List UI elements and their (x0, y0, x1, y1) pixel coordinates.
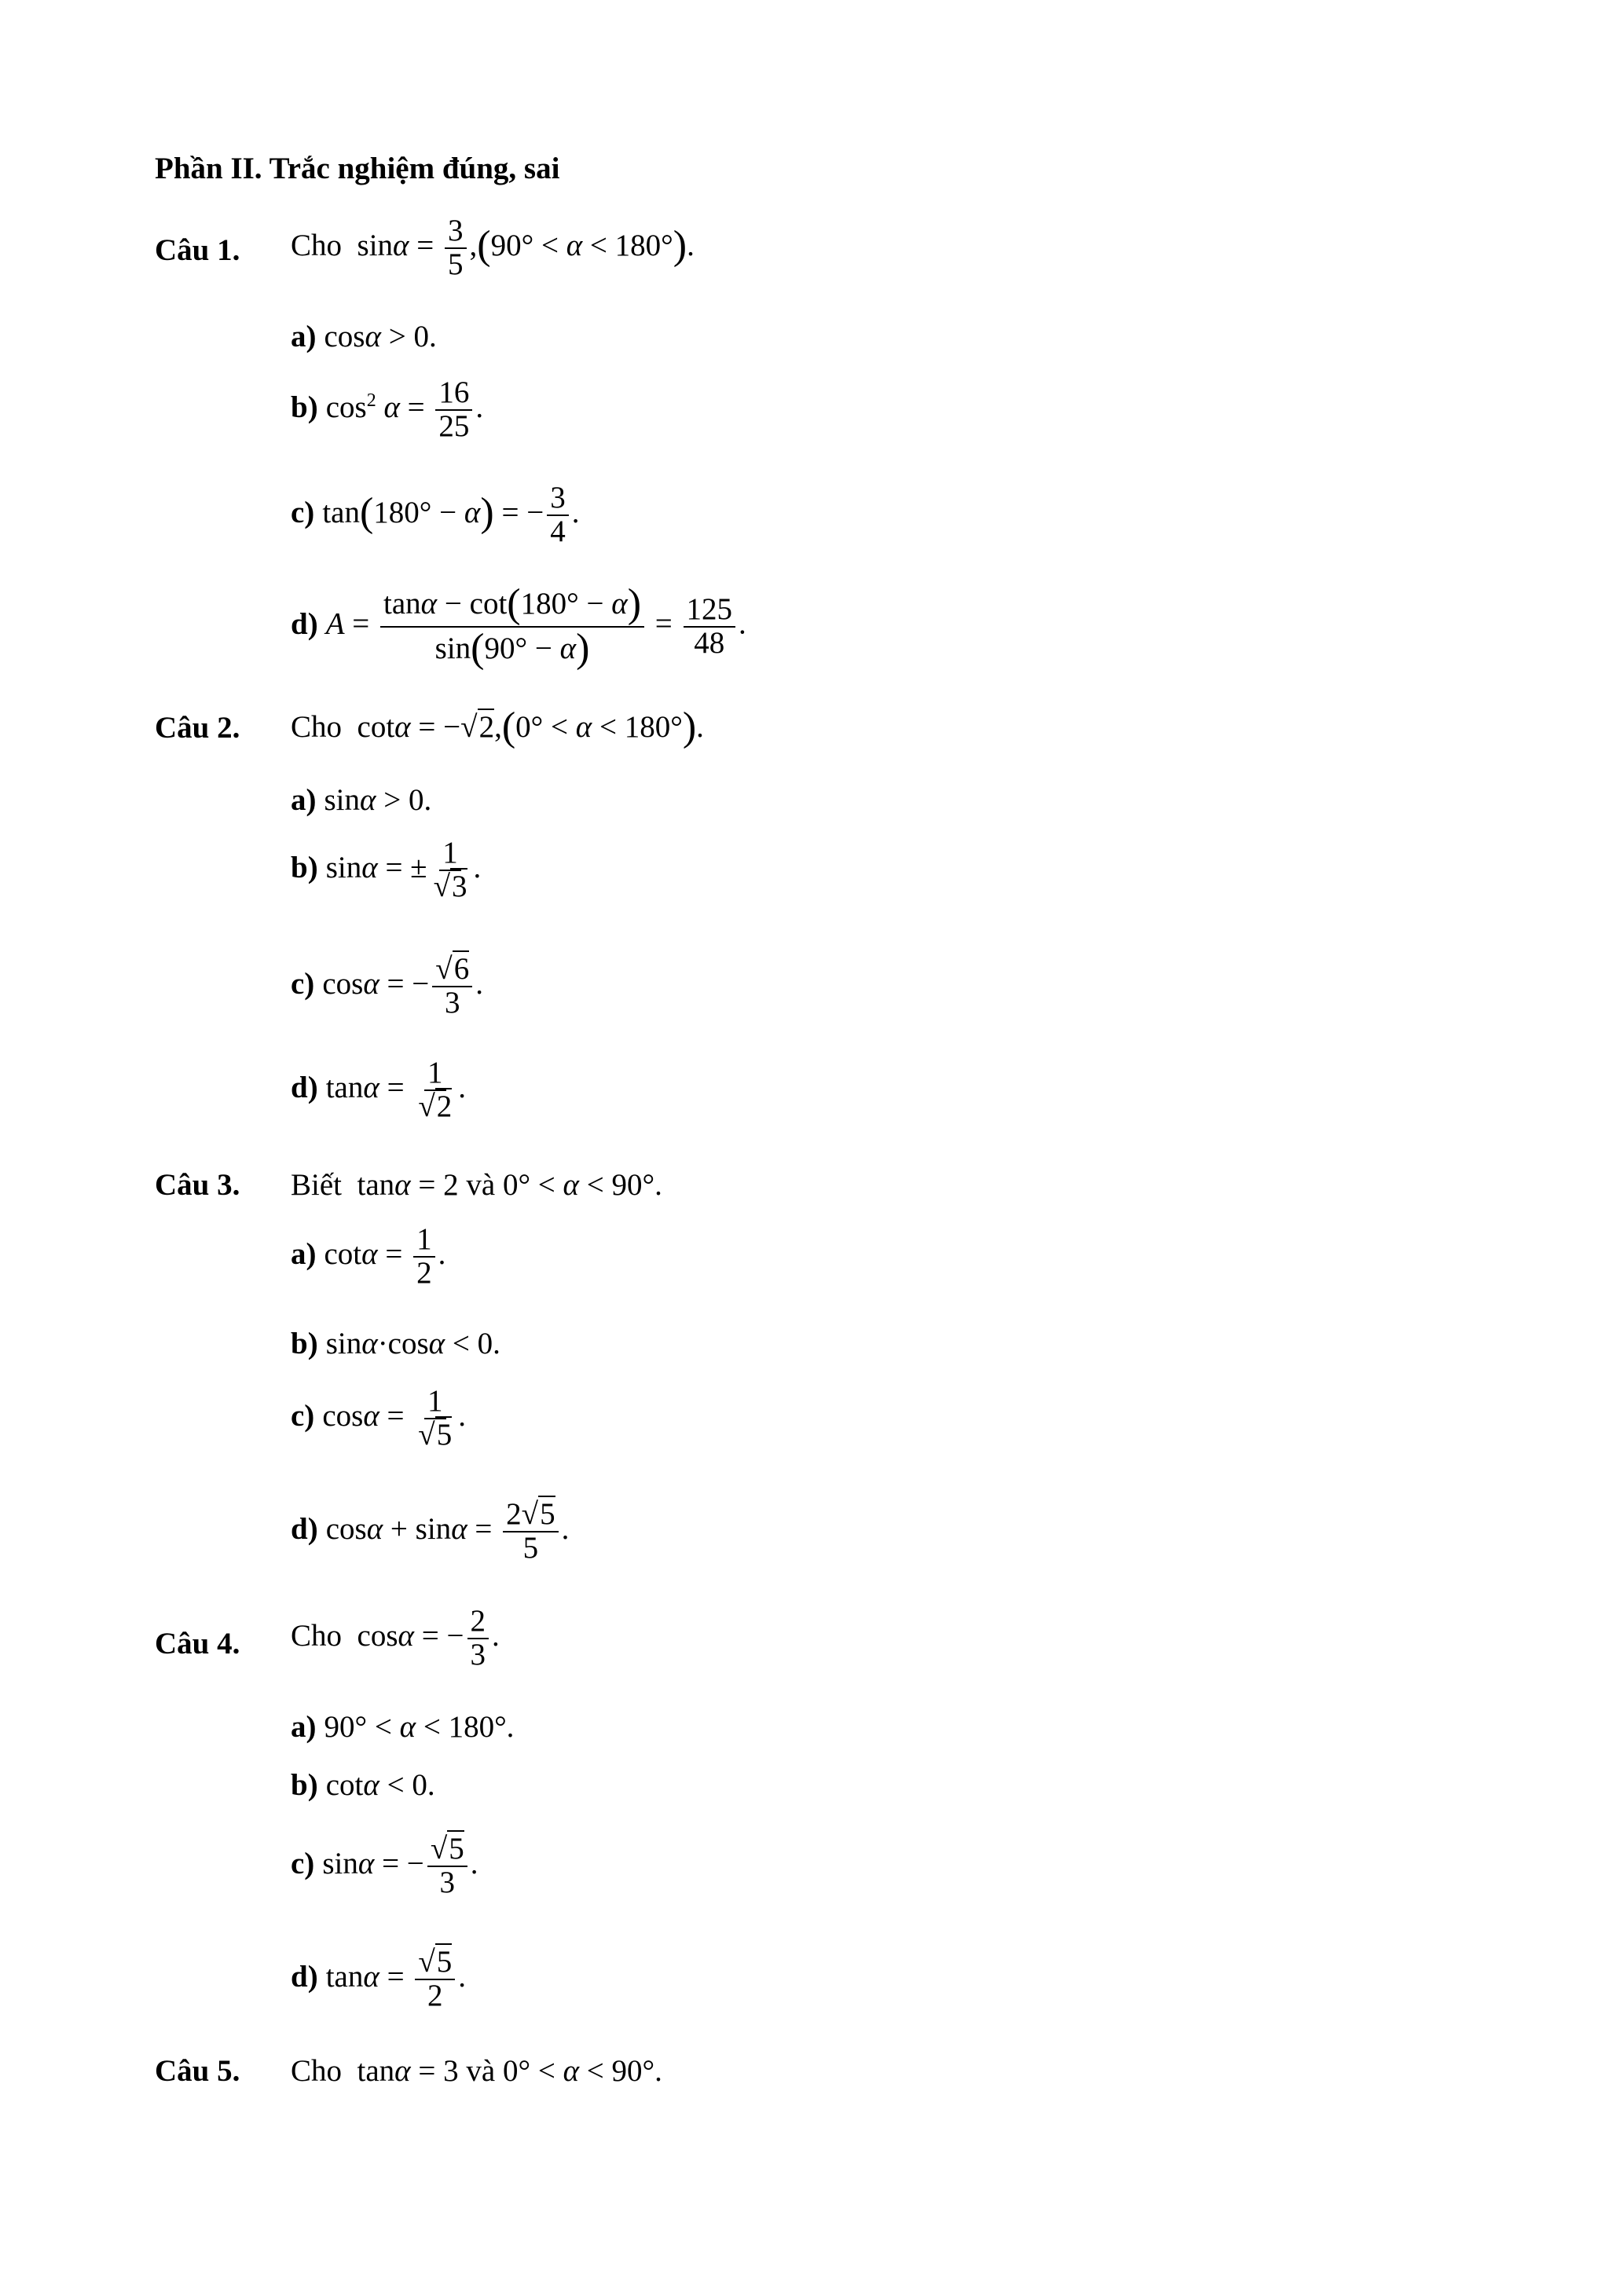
question-1-option-a: a) cosα > 0. (291, 320, 437, 353)
section-title: Phần II. Trắc nghiệm đúng, sai (155, 152, 560, 185)
question-2-label: Câu 2. (155, 711, 240, 745)
question-3-option-a: a) cotα = $\frac{1}{2}$ . (291, 1222, 446, 1290)
question-4-stem: Cho cosα = − $\frac{2}{3}$ . (291, 1604, 500, 1672)
stem-prefix: Cho (291, 228, 343, 262)
question-2-option-b: b) sinα = ± $\frac{1}{√3}$ . (291, 836, 482, 903)
question-5-label: Câu 5. (155, 2054, 240, 2088)
question-2-option-c: c) cosα = − $\frac{√6}{3}$ . (291, 952, 483, 1020)
question-4-option-c: c) sinα = − $\frac{√5}{3}$ . (291, 1832, 478, 1899)
question-4-label: Câu 4. (155, 1627, 240, 1661)
question-1-option-d: d) A = $\frac{\tan\alpha - \cot(180^\circ - \alpha)}{\sin(90^\circ - \alpha)}$ = $\frac{125}{48}$ . (291, 581, 746, 671)
question-1-stem: Cho sinα = $\frac{3}{5}$ ,(90° < α < 180°). (291, 214, 695, 281)
question-4-option-a: a) 90° < α < 180°. (291, 1710, 515, 1744)
question-4-option-b: b) cotα < 0. (291, 1768, 435, 1802)
question-2-stem: Cho cotα = −√2,(0° < α < 180°). (291, 705, 704, 749)
question-3-option-b: b) sinα·cosα < 0. (291, 1327, 500, 1360)
question-2-option-d: d) tanα = $\frac{1}{√2}$ . (291, 1056, 466, 1123)
fraction: $\frac{3}{5}$ (445, 215, 467, 281)
question-1-option-c: c) tan(180° − α) = − $\frac{3}{4}$ . (291, 481, 580, 548)
question-3-option-d: d) cosα + sinα = $\frac{2√5}{5}$ . (291, 1497, 570, 1565)
question-3-stem: Biết tanα = 2 và 0° < α < 90°. (291, 1168, 662, 1202)
question-3-label: Câu 3. (155, 1168, 240, 1202)
question-4-option-d: d) tanα = $\frac{√5}{2}$ . (291, 1945, 466, 2012)
question-2-option-a: a) sinα > 0. (291, 783, 432, 817)
question-1-option-b: b) $\cos^2 \alpha$ = $\frac{16}{25}$ . (291, 375, 484, 443)
question-3-option-c: c) cosα = $\frac{1}{√5}$ . (291, 1384, 466, 1452)
question-5-stem: Cho tanα = 3 và 0° < α < 90°. (291, 2054, 662, 2088)
question-1-label: Câu 1. (155, 233, 240, 267)
